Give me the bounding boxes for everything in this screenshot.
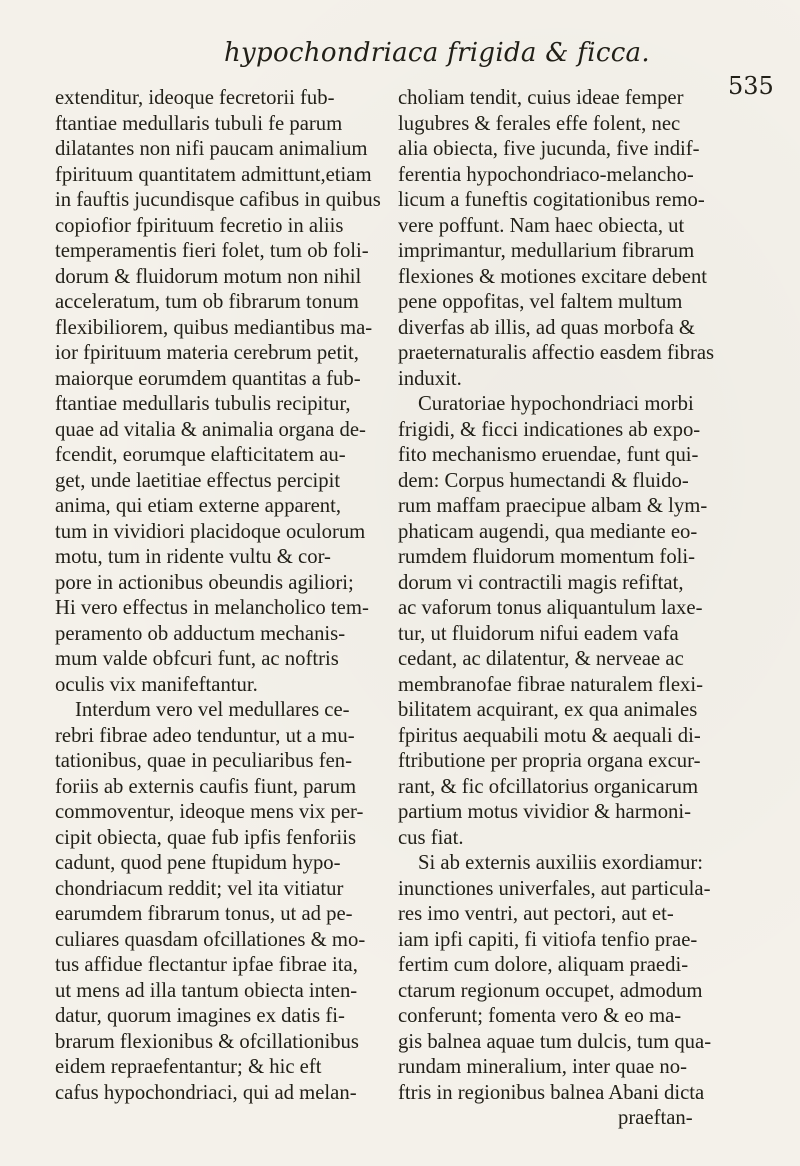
text-line: Hi vero effectus in melancholico tem- <box>55 597 369 619</box>
text-line: dorum vi contractili magis refiftat, <box>398 571 684 594</box>
text-line: flexibiliorem, quibus mediantibus ma- <box>55 316 373 339</box>
text-line: get, unde laetitiae effectus percipit <box>55 469 341 492</box>
text-line: peramento ob adductum mechanis- <box>55 622 346 645</box>
text-line: tationibus, quae in peculiaribus fen- <box>55 750 353 772</box>
text-line: culiares quasdam ofcillationes & mo- <box>55 928 366 951</box>
text-line: datur, quorum imagines ex datis fi- <box>55 1005 345 1027</box>
text-line: dem: Corpus humectandi & fluido- <box>398 469 689 492</box>
text-line: in fauftis jucundisque cafibus in quibus <box>55 189 381 211</box>
text-line: bilitatem acquirant, ex qua animales <box>398 699 698 721</box>
text-line: praeftan- <box>618 1107 693 1129</box>
text-line: motu, tum in ridente vultu & cor- <box>55 546 331 568</box>
text-line: temperamentis fieri folet, tum ob foli- <box>55 240 369 262</box>
text-line: ior fpirituum materia cerebrum petit, <box>55 342 359 364</box>
text-line: Si ab externis auxiliis exordiamur: <box>418 852 703 874</box>
text-line: anima, qui etiam externe apparent, <box>55 495 342 517</box>
text-line: dilatantes non nifi paucam animalium <box>55 138 368 160</box>
text-line: rebri fibrae adeo tenduntur, ut a mu- <box>55 724 355 747</box>
text-line: diverfas ab illis, ad quas morbofa & <box>398 316 696 339</box>
text-line: cafus hypochondriaci, qui ad melan- <box>55 1081 357 1104</box>
text-line: foriis ab externis caufis fiunt, parum <box>55 775 357 798</box>
text-line: brarum flexionibus & ofcillationibus <box>55 1030 359 1053</box>
text-line: tus affidue flectantur ipfae fibrae ita, <box>55 954 358 976</box>
text-line: rum maffam praecipue albam & lym- <box>398 495 708 517</box>
text-line: iam ipfi capiti, fi vitiofa tenfio prae- <box>398 928 698 951</box>
text-line: induxit. <box>398 367 462 390</box>
text-line: chondriacum reddit; vel ita vitiatur <box>55 877 344 900</box>
text-line: lugubres & ferales effe folent, nec <box>398 112 681 135</box>
text-line: vere poffunt. Nam haec obiecta, ut <box>398 214 685 237</box>
right-text-column <box>398 86 732 1132</box>
text-line: fito mechanismo eruendae, funt qui- <box>398 444 699 466</box>
text-line: commoventur, ideoque mens vix per- <box>55 801 364 823</box>
text-line: ctarum regionum occupet, admodum <box>398 979 703 1002</box>
text-line: ftributione per propria organa excur- <box>398 750 701 772</box>
text-line: extenditur, ideoque fecretorii fub- <box>55 87 335 109</box>
text-line: Curatoriae hypochondriaci morbi <box>418 393 694 415</box>
text-line: res imo ventri, aut pectori, aut et- <box>398 903 674 925</box>
text-line: quae ad vitalia & animalia organa de- <box>55 418 366 441</box>
text-line: rumdem fluidorum momentum foli- <box>398 546 696 568</box>
text-line: inunctiones univerfales, aut particula- <box>398 877 711 900</box>
text-line: copiofior fpirituum fecretio in aliis <box>55 214 344 237</box>
text-line: rant, & fic ofcillatorius organicarum <box>398 775 699 798</box>
text-line: fpiritus aequabili motu & aequali di- <box>398 724 701 747</box>
text-line: fpirituum quantitatem admittunt,etiam <box>55 163 372 186</box>
text-line: acceleratum, tum ob fibrarum tonum <box>55 291 359 313</box>
text-line: tum in vividiori placidoque oculorum <box>55 520 366 543</box>
text-line: pene oppofitas, vel faltem multum <box>398 291 683 313</box>
text-line: licum a funeftis cogitationibus remo- <box>398 189 705 211</box>
text-line: ac vaforum tonus aliquantulum laxe- <box>398 597 703 619</box>
text-line: ftantiae medullaris tubuli fe parum <box>55 112 343 135</box>
text-line: cedant, ac dilatentur, & nerveae ac <box>398 648 684 670</box>
text-line: fcendit, eorumque elafticitatem au- <box>55 444 346 466</box>
text-line: oculis vix manifeftantur. <box>55 673 258 696</box>
text-line: alia obiecta, five jucunda, five indif- <box>398 138 700 160</box>
text-line: cadunt, quod pene ftupidum hypo- <box>55 852 341 874</box>
text-line: mum valde obfcuri funt, ac noftris <box>55 648 339 670</box>
text-line: fertim cum dolore, aliquam praedi- <box>398 954 689 976</box>
text-line: praeternaturalis affectio easdem fibras <box>398 342 715 364</box>
running-head: hypochondriaca frigida & ficca. <box>224 38 650 68</box>
text-line: ferentia hypochondriaco-melancho- <box>398 163 694 186</box>
text-line: dorum & fluidorum motum non nihil <box>55 265 362 288</box>
text-line: cus fiat. <box>398 826 464 849</box>
text-line: partium motus vividior & harmoni- <box>398 801 692 823</box>
text-line: phaticam augendi, qua mediante eo- <box>398 520 698 543</box>
text-line: ftris in regionibus balnea Abani dicta <box>398 1081 705 1104</box>
text-line: eidem repraefentantur; & hic eft <box>55 1056 322 1078</box>
text-line: rundam mineralium, inter quae no- <box>398 1056 687 1078</box>
text-line: ftantiae medullaris tubulis recipitur, <box>55 393 351 415</box>
text-line: ut mens ad illa tantum obiecta inten- <box>55 979 358 1002</box>
text-line: conferunt; fomenta vero & eo ma- <box>398 1005 682 1027</box>
text-line: tur, ut fluidorum nifui eadem vafa <box>398 622 679 645</box>
left-text-column <box>55 86 385 1106</box>
text-line: maiorque eorumdem quantitas a fub- <box>55 367 361 390</box>
text-line: earumdem fibrarum tonus, ut ad pe- <box>55 903 353 925</box>
text-line: cipit obiecta, quae fub ipfis fenforiis <box>55 826 357 849</box>
text-line: pore in actionibus obeundis agiliori; <box>55 571 354 594</box>
text-line: Interdum vero vel medullares ce- <box>75 699 350 721</box>
text-line: membranofae fibrae naturalem flexi- <box>398 673 703 696</box>
text-line: frigidi, & ficci indicationes ab expo- <box>398 418 701 441</box>
text-line: choliam tendit, cuius ideae femper <box>398 87 684 109</box>
text-line: flexiones & motiones excitare debent <box>398 265 708 288</box>
text-line: imprimantur, medullarium fibrarum <box>398 240 695 262</box>
page-number: 535 <box>728 72 774 100</box>
text-line: gis balnea aquae tum dulcis, tum qua- <box>398 1030 712 1053</box>
